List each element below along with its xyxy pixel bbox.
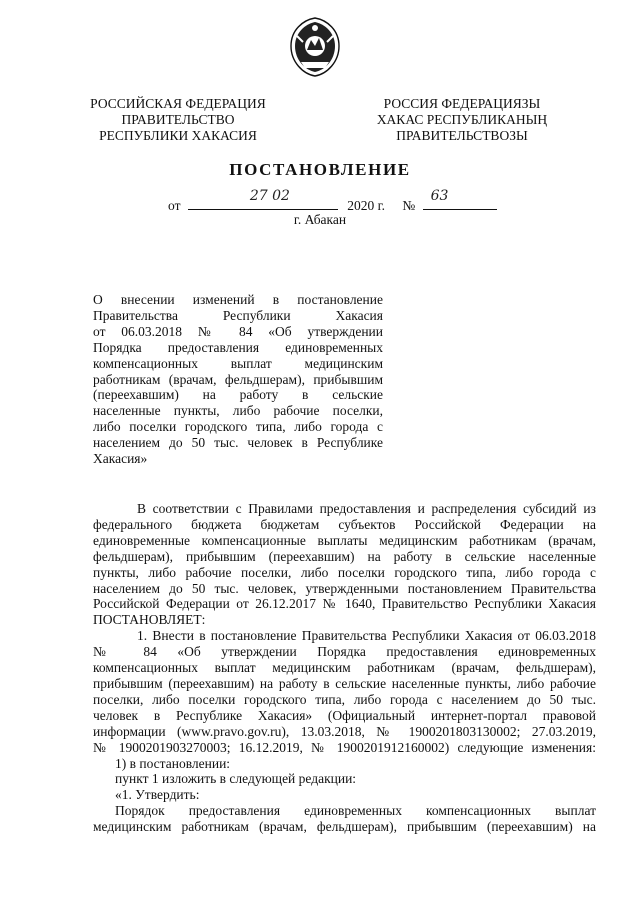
- number-handwritten: 63: [430, 188, 449, 204]
- body-line: федерального бюджета бюджетам субъектов Российской Федерации на: [93, 516, 596, 532]
- body-line: пункт 1 изложить в следующей редакции:: [115, 771, 357, 787]
- subject-block: [93, 292, 383, 467]
- number-field: [423, 188, 497, 210]
- date-field: [188, 188, 338, 210]
- subject-line: Правительства Республики Хакасия: [93, 307, 383, 323]
- subject-line: населенные пункты, либо рабочие поселки,: [93, 403, 383, 419]
- body-line: пункты, либо рабочие поселки, либо поселки городского типа, либо города с: [93, 564, 596, 580]
- subject-line: Порядка предоставления единовременных: [93, 339, 383, 355]
- body-line: поселки, либо поселки городского типа, либо города с населением до 50 тыс.: [93, 691, 596, 707]
- subject-line: населением до 50 тыс. человек в Республике: [93, 435, 383, 451]
- body-line: 1. Внести в постановление Правительства Республики Хакасия от 06.03.2018: [137, 628, 596, 644]
- header-left-line: ПРАВИТЕЛЬСТВО: [121, 112, 235, 127]
- body-text: [93, 501, 596, 835]
- body-line: прибывшим (переехавшим) на работу в сельские населенные пункты, либо рабочие: [93, 675, 596, 691]
- subject-line: либо поселки городского типа, либо города с: [93, 419, 383, 435]
- body-line: «1. Утвердить:: [115, 787, 200, 803]
- body-line: Порядок предоставления единовременных компенсационных выплат: [115, 803, 596, 819]
- body-line: фельдшерам), прибывшим (переехавшим) на работу в сельские населенные: [93, 548, 596, 564]
- body-line: 1) в постановлении:: [115, 755, 231, 771]
- date-year: 2020 г.: [347, 198, 385, 213]
- body-line: Российской Федерации от 26.12.2017 № 1640, Правительство Республики Хакасия: [93, 596, 596, 612]
- header-right-line: РОССИЯ ФЕДЕРАЦИЯЗЫ: [383, 96, 541, 111]
- document-title: ПОСТАНОВЛЕНИЕ: [229, 160, 411, 179]
- date-handwritten: 27 02: [249, 188, 290, 204]
- subject-line: работникам (врачам, фельдшерам), прибывшим: [93, 371, 383, 387]
- city-label: г. Абакан: [293, 212, 347, 227]
- subject-line: Хакасия»: [93, 451, 148, 467]
- body-line: информации (www.pravo.gov.ru), 13.03.2018, № 1900201803130002; 27.03.2019,: [93, 723, 596, 739]
- body-line: № 84 «Об утверждении Порядка предоставления единовременных: [93, 644, 596, 660]
- subject-line: (переехавшим) на работу в сельские: [93, 387, 383, 403]
- body-line: медицинским работникам (врачам, фельдшерам), прибывшим (переехавшим) на: [93, 819, 596, 835]
- coat-of-arms-emblem: [287, 16, 343, 78]
- body-line: компенсационных выплат медицинским работникам (врачам, фельдшерам),: [93, 660, 596, 676]
- header-right-block: [372, 96, 552, 144]
- subject-line: О внесении изменений в постановление: [93, 292, 383, 307]
- header-left-line: РОССИЙСКАЯ ФЕДЕРАЦИЯ: [90, 96, 266, 111]
- body-line: В соответствии с Правилами предоставления и распределения субсидий из: [137, 501, 596, 516]
- header-left-line: РЕСПУБЛИКИ ХАКАСИЯ: [99, 128, 257, 143]
- header-right-line: ПРАВИТЕЛЬСТВОЗЫ: [396, 128, 528, 143]
- body-line: единовременные компенсационные выплаты медицинским работникам (врачам,: [93, 532, 596, 548]
- body-line: № 1900201903270003; 16.12.2019, № 1900201912160002) следующие изменения:: [93, 739, 596, 755]
- number-label: №: [402, 198, 416, 213]
- date-prefix: от: [168, 198, 181, 213]
- body-line: населением до 50 тыс. человек, утвержденными постановлением Правительства: [93, 580, 596, 596]
- header-left-block: [88, 96, 268, 144]
- body-line: ПОСТАНОВЛЯЕТ:: [93, 612, 206, 628]
- date-line: [168, 188, 497, 214]
- subject-line: от 06.03.2018 № 84 «Об утверждении: [93, 323, 383, 339]
- header-right-line: ХАКАС РЕСПУБЛИКАНЫҢ: [376, 112, 548, 127]
- body-line: человек в Республике Хакасия» (Официальный интернет-портал правовой: [93, 707, 596, 723]
- subject-line: компенсационных выплат медицинским: [93, 355, 383, 371]
